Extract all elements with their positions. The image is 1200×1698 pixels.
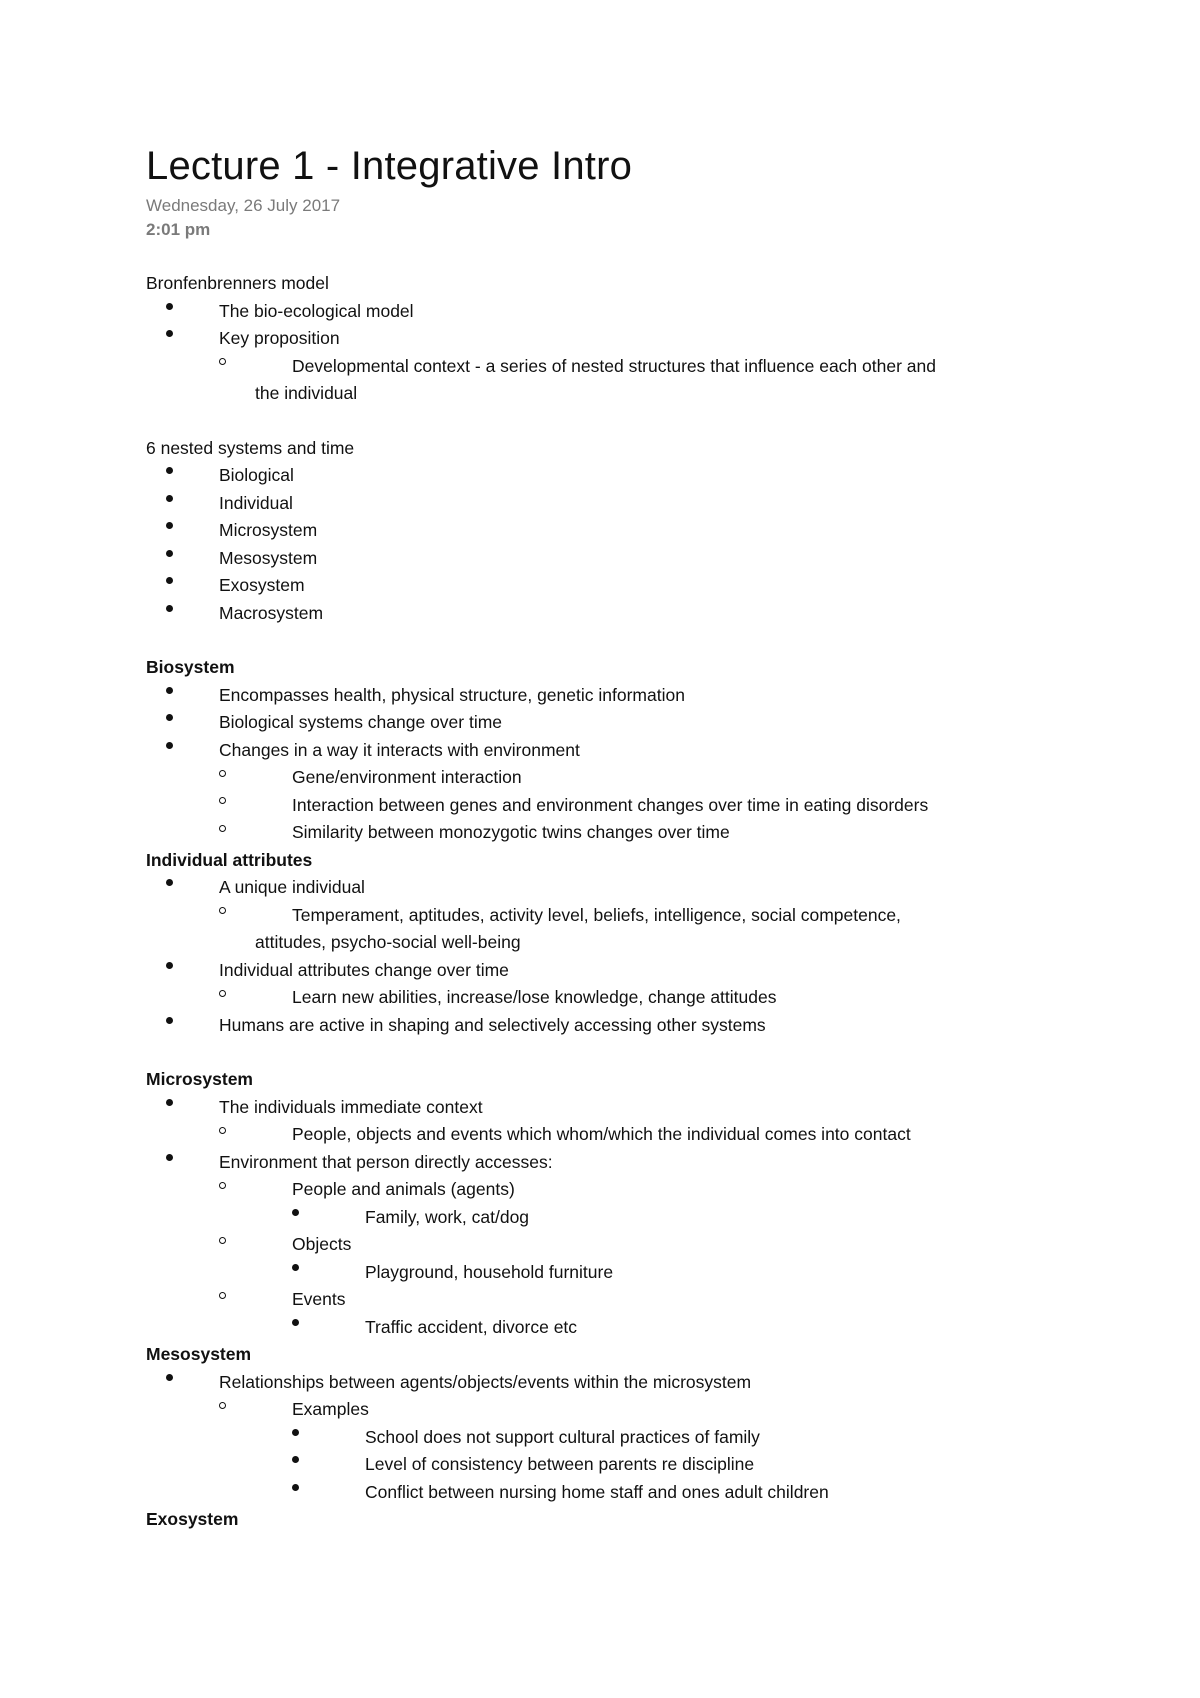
list-item: Exosystem <box>146 572 1076 600</box>
list-item: Biological systems change over time <box>146 709 1076 737</box>
bullet-icon <box>166 1094 173 1122</box>
list-item: Events <box>146 1286 1076 1314</box>
bullet-icon <box>166 490 173 518</box>
circle-bullet-icon <box>219 819 226 847</box>
page-title: Lecture 1 - Integrative Intro <box>146 144 633 188</box>
list-item: Temperament, aptitudes, activity level, beliefs, intelligence, social competence, <box>146 902 1076 930</box>
list-item: Individual attributes change over time <box>146 957 1076 985</box>
section-heading-biosystem: Biosystem <box>146 657 235 677</box>
bullet-icon <box>166 462 173 490</box>
list-item: Microsystem <box>146 517 1076 545</box>
list-item: Macrosystem <box>146 600 1076 628</box>
bullet-icon <box>166 1149 173 1177</box>
bullet-icon <box>292 1314 299 1342</box>
bullet-icon <box>166 874 173 902</box>
list-item: The bio-ecological model <box>146 298 1076 326</box>
list-item: Encompasses health, physical structure, genetic information <box>146 682 1076 710</box>
list-item: Humans are active in shaping and selectively accessing other systems <box>146 1012 1076 1040</box>
bullet-icon <box>166 1369 173 1397</box>
list-item: School does not support cultural practices of family <box>146 1424 1076 1452</box>
list-item: Mesosystem <box>146 545 1076 573</box>
list-item: Key proposition <box>146 325 1076 353</box>
bullet-icon <box>166 545 173 573</box>
list-item: Environment that person directly accesses: <box>146 1149 1076 1177</box>
bullet-icon <box>292 1479 299 1507</box>
list-item: Individual <box>146 490 1076 518</box>
list-item: People, objects and events which whom/which the individual comes into contact <box>146 1121 1076 1149</box>
bullet-icon <box>166 298 173 326</box>
list-item-continuation: attitudes, psycho-social well-being <box>255 932 521 952</box>
bullet-icon <box>292 1204 299 1232</box>
circle-bullet-icon <box>219 984 226 1012</box>
list-item: Examples <box>146 1396 1076 1424</box>
note-page <box>146 140 1076 1534</box>
circle-bullet-icon <box>219 1231 226 1259</box>
list-item: Developmental context - a series of nested structures that influence each other and <box>146 353 1076 381</box>
bullet-icon <box>166 682 173 710</box>
section-heading-microsystem: Microsystem <box>146 1069 253 1089</box>
circle-bullet-icon <box>219 1176 226 1204</box>
list-item: Interaction between genes and environment changes over time in eating disorders <box>146 792 1076 820</box>
section-heading-individual-attributes: Individual attributes <box>146 849 313 870</box>
list-item: The individuals immediate context <box>146 1094 1076 1122</box>
circle-bullet-icon <box>219 792 226 820</box>
list-item: A unique individual <box>146 874 1076 902</box>
list-item: Biological <box>146 462 1076 490</box>
list-item: Traffic accident, divorce etc <box>146 1314 1076 1342</box>
list-item-continuation: the individual <box>255 383 358 403</box>
bullet-icon <box>166 572 173 600</box>
bullet-icon <box>292 1424 299 1452</box>
list-item: Relationships between agents/objects/events within the microsystem <box>146 1369 1076 1397</box>
bullet-icon <box>166 600 173 628</box>
section-heading-bronfenbrenner: Bronfenbrenners model <box>146 273 329 293</box>
list-item: People and animals (agents) <box>146 1176 1076 1204</box>
note-date: Wednesday, 26 July 2017 <box>146 196 341 215</box>
bullet-icon <box>292 1259 299 1287</box>
list-item: Conflict between nursing home staff and ones adult children <box>146 1479 1076 1507</box>
list-item: Objects <box>146 1231 1076 1259</box>
circle-bullet-icon <box>219 902 226 930</box>
note-body <box>146 270 1076 1534</box>
bullet-icon <box>166 737 173 765</box>
list-item: Family, work, cat/dog <box>146 1204 1076 1232</box>
section-heading-nested-systems: 6 nested systems and time <box>146 437 355 458</box>
bullet-icon <box>166 957 173 985</box>
bullet-icon <box>166 1012 173 1040</box>
list-item: Gene/environment interaction <box>146 764 1076 792</box>
bullet-icon <box>166 325 173 353</box>
circle-bullet-icon <box>219 353 226 381</box>
bullet-icon <box>166 709 173 737</box>
list-item: Playground, household furniture <box>146 1259 1076 1287</box>
section-heading-exosystem: Exosystem <box>146 1509 239 1529</box>
list-item: Similarity between monozygotic twins changes over time <box>146 819 1076 847</box>
note-time: 2:01 pm <box>146 220 211 239</box>
circle-bullet-icon <box>219 1286 226 1314</box>
circle-bullet-icon <box>219 1121 226 1149</box>
circle-bullet-icon <box>219 764 226 792</box>
bullet-icon <box>292 1451 299 1479</box>
list-item: Level of consistency between parents re discipline <box>146 1451 1076 1479</box>
list-item: Learn new abilities, increase/lose knowledge, change attitudes <box>146 984 1076 1012</box>
section-heading-mesosystem: Mesosystem <box>146 1344 252 1364</box>
bullet-icon <box>166 517 173 545</box>
circle-bullet-icon <box>219 1396 226 1424</box>
list-item: Changes in a way it interacts with environment <box>146 737 1076 765</box>
